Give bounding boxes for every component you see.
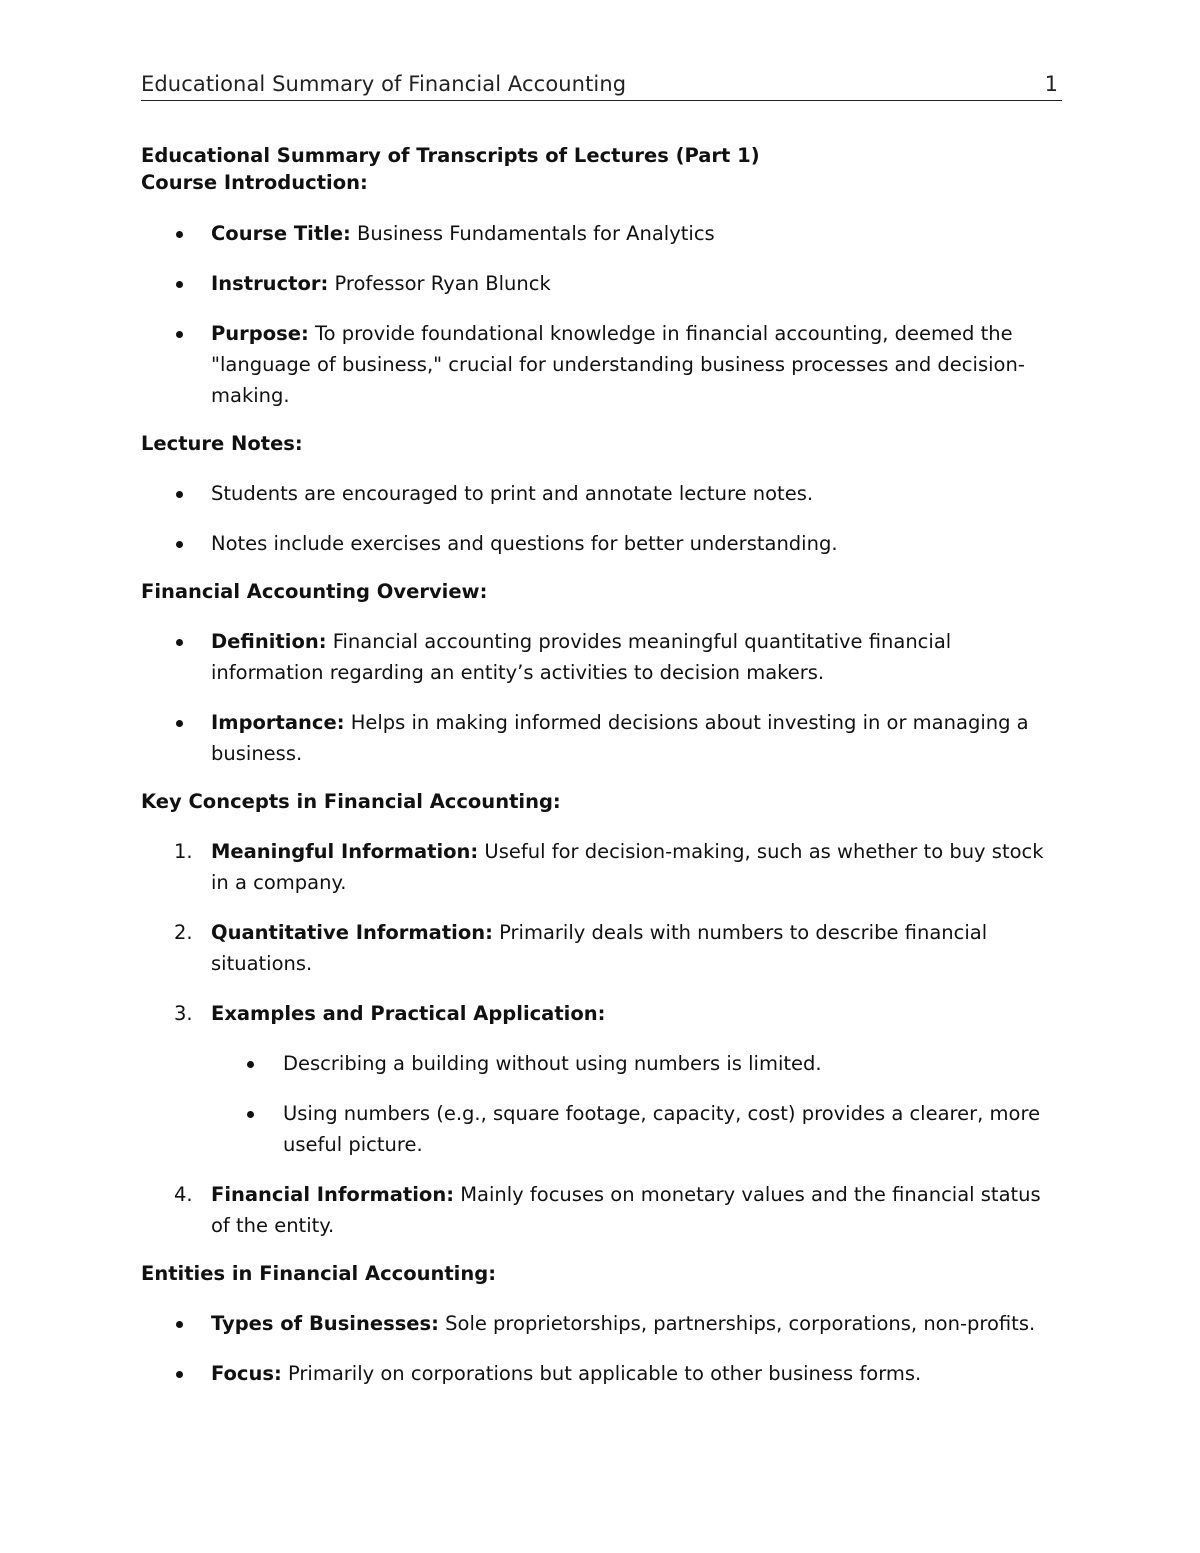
bullet-icon xyxy=(176,491,183,498)
item-number: 4. xyxy=(174,1183,193,1206)
item-text: Professor Ryan Blunck xyxy=(328,272,551,295)
item-label: Importance: xyxy=(211,711,345,734)
section-heading-course-intro: Course Introduction: xyxy=(141,171,368,194)
item-text: Primarily on corporations but applicable to other business forms. xyxy=(281,1362,922,1385)
list-item xyxy=(141,1048,1062,1079)
item-text: Students are encouraged to print and annotate lecture notes. xyxy=(211,482,814,505)
entities-list xyxy=(141,1308,1062,1389)
overview-list xyxy=(141,626,1062,769)
bullet-icon xyxy=(176,720,183,727)
list-item xyxy=(141,1358,1062,1389)
item-label: Course Title: xyxy=(211,222,351,245)
list-item xyxy=(141,1098,1062,1160)
item-label: Financial Information: xyxy=(211,1183,454,1206)
item-label: Examples and Practical Application: xyxy=(211,1002,606,1025)
document-title: Educational Summary of Transcripts of Lectures (Part 1) xyxy=(141,144,760,167)
header-page-number: 1 xyxy=(1044,72,1058,96)
item-text: To provide foundational knowledge in financial accounting, deemed the "language of business," crucial for understanding business processes and decision-making. xyxy=(211,322,1025,407)
list-item xyxy=(141,478,1062,509)
lecture-notes-list xyxy=(141,478,1062,559)
item-text: Describing a building without using numbers is limited. xyxy=(283,1052,822,1075)
list-item xyxy=(141,528,1062,559)
item-text: Primarily deals with numbers to describe financial situations. xyxy=(211,921,988,975)
item-label: Types of Businesses: xyxy=(211,1312,439,1335)
section-heading-lecture-notes: Lecture Notes: xyxy=(141,432,303,455)
bullet-icon xyxy=(176,1321,183,1328)
item-label: Definition: xyxy=(211,630,327,653)
key-concepts-list xyxy=(141,836,1062,1029)
list-item xyxy=(141,268,1062,299)
item-number: 1. xyxy=(174,840,193,863)
section-heading-overview: Financial Accounting Overview: xyxy=(141,580,488,603)
item-text: Financial accounting provides meaningful quantitative financial information regarding an entity’s activities to decision makers. xyxy=(211,630,952,684)
item-text: Sole proprietorships, partnerships, corporations, non-profits. xyxy=(438,1312,1036,1335)
list-item xyxy=(141,626,1062,688)
item-label: Focus: xyxy=(211,1362,282,1385)
section-heading-entities: Entities in Financial Accounting: xyxy=(141,1262,497,1285)
item-text: Mainly focuses on monetary values and the financial status of the entity. xyxy=(211,1183,1041,1237)
item-text: Useful for decision-making, such as whether to buy stock in a company. xyxy=(211,840,1044,894)
item-label: Quantitative Information: xyxy=(211,921,493,944)
intro-list xyxy=(141,218,1062,411)
item-text: Using numbers (e.g., square footage, capacity, cost) provides a clearer, more useful picture. xyxy=(283,1102,1041,1156)
bullet-icon xyxy=(176,1371,183,1378)
page-header xyxy=(141,70,1062,101)
bullet-icon xyxy=(176,331,183,338)
numbered-item xyxy=(141,836,1062,898)
bullet-icon xyxy=(176,281,183,288)
bullet-icon xyxy=(176,541,183,548)
item-text: Notes include exercises and questions for better understanding. xyxy=(211,532,838,555)
document-page xyxy=(141,0,1062,1553)
bullet-icon xyxy=(176,639,183,646)
document-body xyxy=(141,142,1062,1408)
bullet-icon xyxy=(247,1061,254,1068)
key-concepts-list-continued xyxy=(141,1179,1062,1241)
item-label: Instructor: xyxy=(211,272,329,295)
item-number: 2. xyxy=(174,921,193,944)
numbered-item xyxy=(141,998,1062,1029)
item-text: Helps in making informed decisions about investing in or managing a business. xyxy=(211,711,1029,765)
numbered-item xyxy=(141,1179,1062,1241)
bullet-icon xyxy=(247,1111,254,1118)
item-label: Purpose: xyxy=(211,322,309,345)
list-item xyxy=(141,1308,1062,1339)
section-heading-key-concepts: Key Concepts in Financial Accounting: xyxy=(141,790,561,813)
list-item xyxy=(141,218,1062,249)
item-number: 3. xyxy=(174,1002,193,1025)
list-item xyxy=(141,707,1062,769)
item-label: Meaningful Information: xyxy=(211,840,479,863)
item-text: Business Fundamentals for Analytics xyxy=(350,222,715,245)
numbered-item xyxy=(141,917,1062,979)
examples-sub-list xyxy=(141,1048,1062,1160)
list-item xyxy=(141,318,1062,411)
bullet-icon xyxy=(176,231,183,238)
header-title: Educational Summary of Financial Accounting xyxy=(141,72,627,96)
